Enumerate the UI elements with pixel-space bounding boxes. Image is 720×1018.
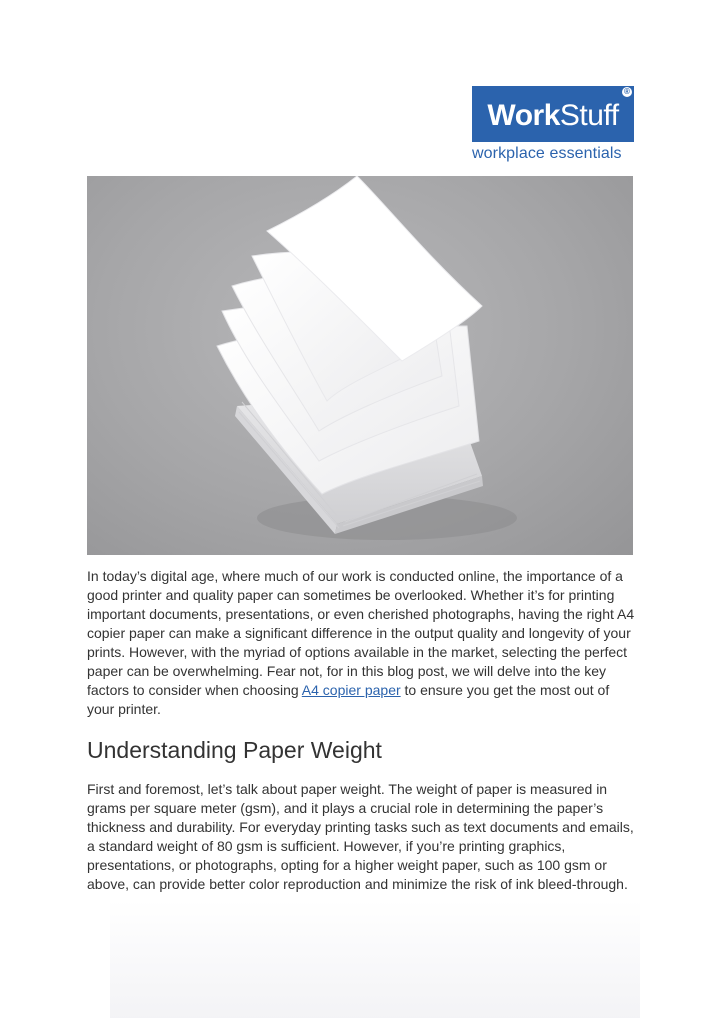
logo-brand-bold: Work (487, 99, 560, 132)
page-fade (110, 900, 640, 1018)
intro-paragraph (87, 567, 635, 719)
intro-text-end: to ensure you get the most out of your printer. (87, 682, 610, 717)
section-heading: Understanding Paper Weight (87, 737, 382, 763)
paper-weight-paragraph: First and foremost, let’s talk about paper weight. The weight of paper is measured in grams per square meter (gsm), and it plays a crucial role in determining the paper’s thickness and durability. For everyday printing tasks such as text documents and emails, a standard weight of 80 gsm is sufficient. However, if you’re printing graphics, presentations, or photographs, opting for a higher weight paper, such as 100 gsm or above, can provide better color reproduction and minimize the risk of ink bleed-through. (87, 781, 634, 892)
workstuff-logo[interactable] (472, 86, 634, 163)
logo-box (472, 86, 634, 142)
logo-brand-light: Stuff (559, 99, 619, 132)
hero-image-paper-stack (87, 176, 633, 555)
paper-stack-icon (87, 176, 633, 555)
logo-tagline: workplace essentials (472, 145, 622, 162)
a4-copier-paper-link[interactable]: A4 copier paper (301, 682, 401, 698)
logo-wordmark (487, 99, 618, 133)
registered-mark: ® (622, 87, 632, 97)
intro-text: In today’s digital age, where much of our work is conducted online, the importance of a good printer and quality paper can sometimes be overlooked. Whether it’s for printing important documents, presentations, or even cherished photographs, having the right A4 copier paper can make a significant difference in the output quality and longevity of your prints. However, with the myriad of options available in the market, selecting the perfect paper can be overwhelming. Fear not, for in this blog post, we will delve into the key factors to consider when choosing (87, 568, 635, 698)
